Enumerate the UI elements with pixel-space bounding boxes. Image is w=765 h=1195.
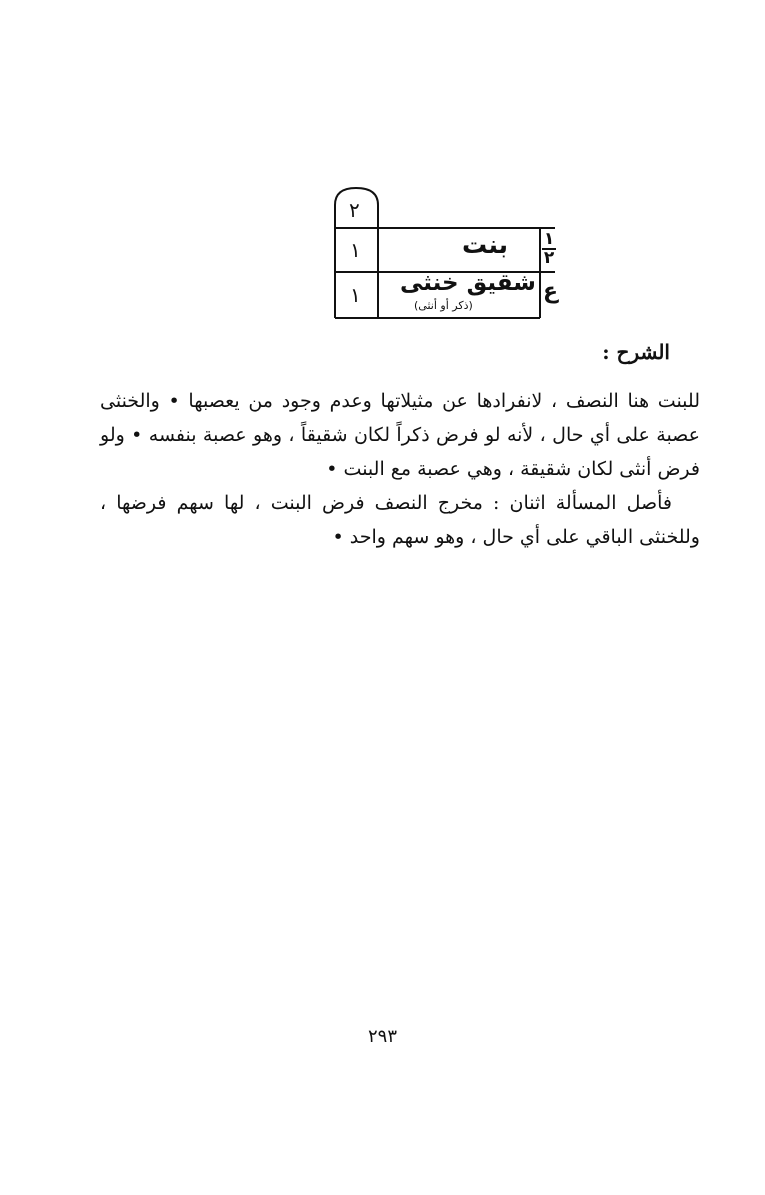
row-2-portion: ١: [350, 283, 361, 307]
row-2-heir: شقيق خنثى: [400, 270, 536, 296]
row-1-share-denominator: ٢: [543, 248, 555, 268]
row-2-heir-note: (ذكر أو أنثى): [414, 299, 473, 312]
explanation-paragraph-1: للبنت هنا النصف ، لانفرادها عن مثيلاتها وعدم وجود من يعصبها • والخنثى عصبة على أي حال ، لأنه لو فرض ذكراً لكان شقيقاً ، وهو عصبة بنفسه • ولو فرض أنثى لكان شقيقة ، وهي عصبة مع البنت •: [100, 390, 700, 480]
row-1-share: [542, 229, 556, 268]
explanation-paragraph-2: فأصل المسألة اثنان : مخرج النصف فرض البنت ، لها سهم فرضها ، وللخنثى الباقي على أي حال ، وهو سهم واحد •: [100, 492, 700, 548]
row-1-share-numerator: ١: [543, 229, 555, 249]
total-value: ٢: [349, 198, 360, 222]
row-2-share: ع: [543, 279, 559, 304]
inheritance-table: [0, 0, 765, 330]
row-1-portion: ١: [350, 238, 361, 262]
page-number: ٢٩٣: [367, 1026, 397, 1047]
row-1-heir: بنت: [462, 230, 509, 259]
explanation-heading: الشرح :: [602, 340, 670, 364]
